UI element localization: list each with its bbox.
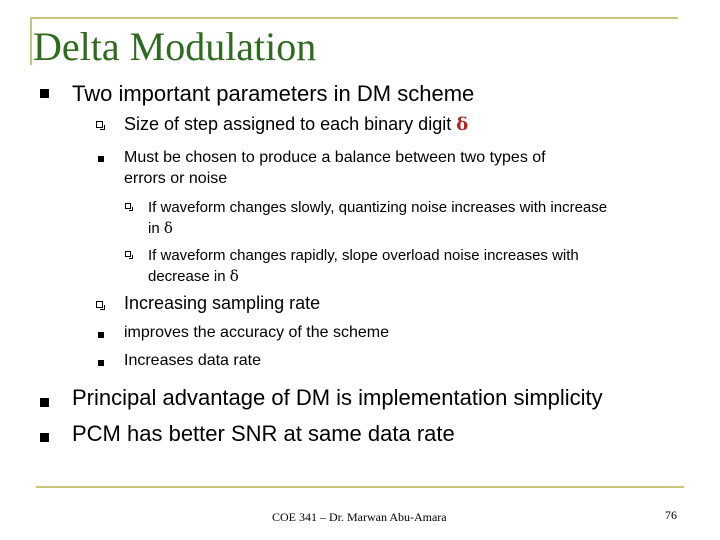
- delta-symbol: δ: [163, 219, 173, 237]
- bullet-two-parameters: Two important parameters in DM scheme: [72, 81, 475, 106]
- bullet-rapid-changes: [148, 246, 579, 287]
- delta-symbol: δ: [229, 267, 239, 285]
- footer-course-label: COE 341 – Dr. Marwan Abu-Amara: [272, 510, 447, 524]
- bullet-principal-advantage: Principal advantage of DM is implementation simplicity: [72, 385, 603, 410]
- box-bullet-icon: [125, 251, 131, 257]
- box-bullet-icon: [96, 121, 103, 128]
- footer-rule: [36, 486, 684, 488]
- bullet-balance-line2: errors or noise: [124, 170, 228, 187]
- bullet-step-size-text: Size of step assigned to each binary digit: [124, 114, 452, 134]
- square-bullet-icon: [40, 433, 49, 442]
- bullet-balance-line1: Must be chosen to produce a balance between two types of: [124, 149, 546, 166]
- square-bullet-icon: [98, 332, 104, 338]
- square-bullet-icon: [98, 360, 104, 366]
- box-bullet-icon: [96, 301, 103, 308]
- frame-top-rule: [30, 17, 678, 19]
- bullet-sampling-rate: Increasing sampling rate: [124, 293, 321, 313]
- delta-symbol: δ: [456, 114, 469, 135]
- bullet-slow-changes-line1: If waveform changes slowly, quantizing noise increases with increase: [148, 199, 608, 216]
- bullet-balance: [124, 147, 546, 189]
- page-number: 76: [665, 508, 677, 522]
- bullet-slow-changes: [148, 198, 607, 239]
- bullet-slow-changes-line2: in δ: [148, 219, 173, 237]
- bullet-step-size: [124, 114, 468, 135]
- bullet-pcm-snr: PCM has better SNR at same data rate: [72, 421, 455, 446]
- bullet-rapid-changes-line1: If waveform changes rapidly, slope overload noise increases with: [148, 247, 579, 264]
- square-bullet-icon: [98, 156, 104, 162]
- slide-title: Delta Modulation: [33, 24, 317, 69]
- square-bullet-icon: [40, 89, 49, 98]
- box-bullet-icon: [125, 203, 131, 209]
- frame-vertical-rule: [30, 17, 32, 65]
- bullet-improves-accuracy: improves the accuracy of the scheme: [124, 324, 390, 341]
- bullet-rapid-changes-line2: decrease in δ: [148, 267, 239, 285]
- bullet-increases-data-rate: Increases data rate: [124, 352, 261, 369]
- square-bullet-icon: [40, 398, 49, 407]
